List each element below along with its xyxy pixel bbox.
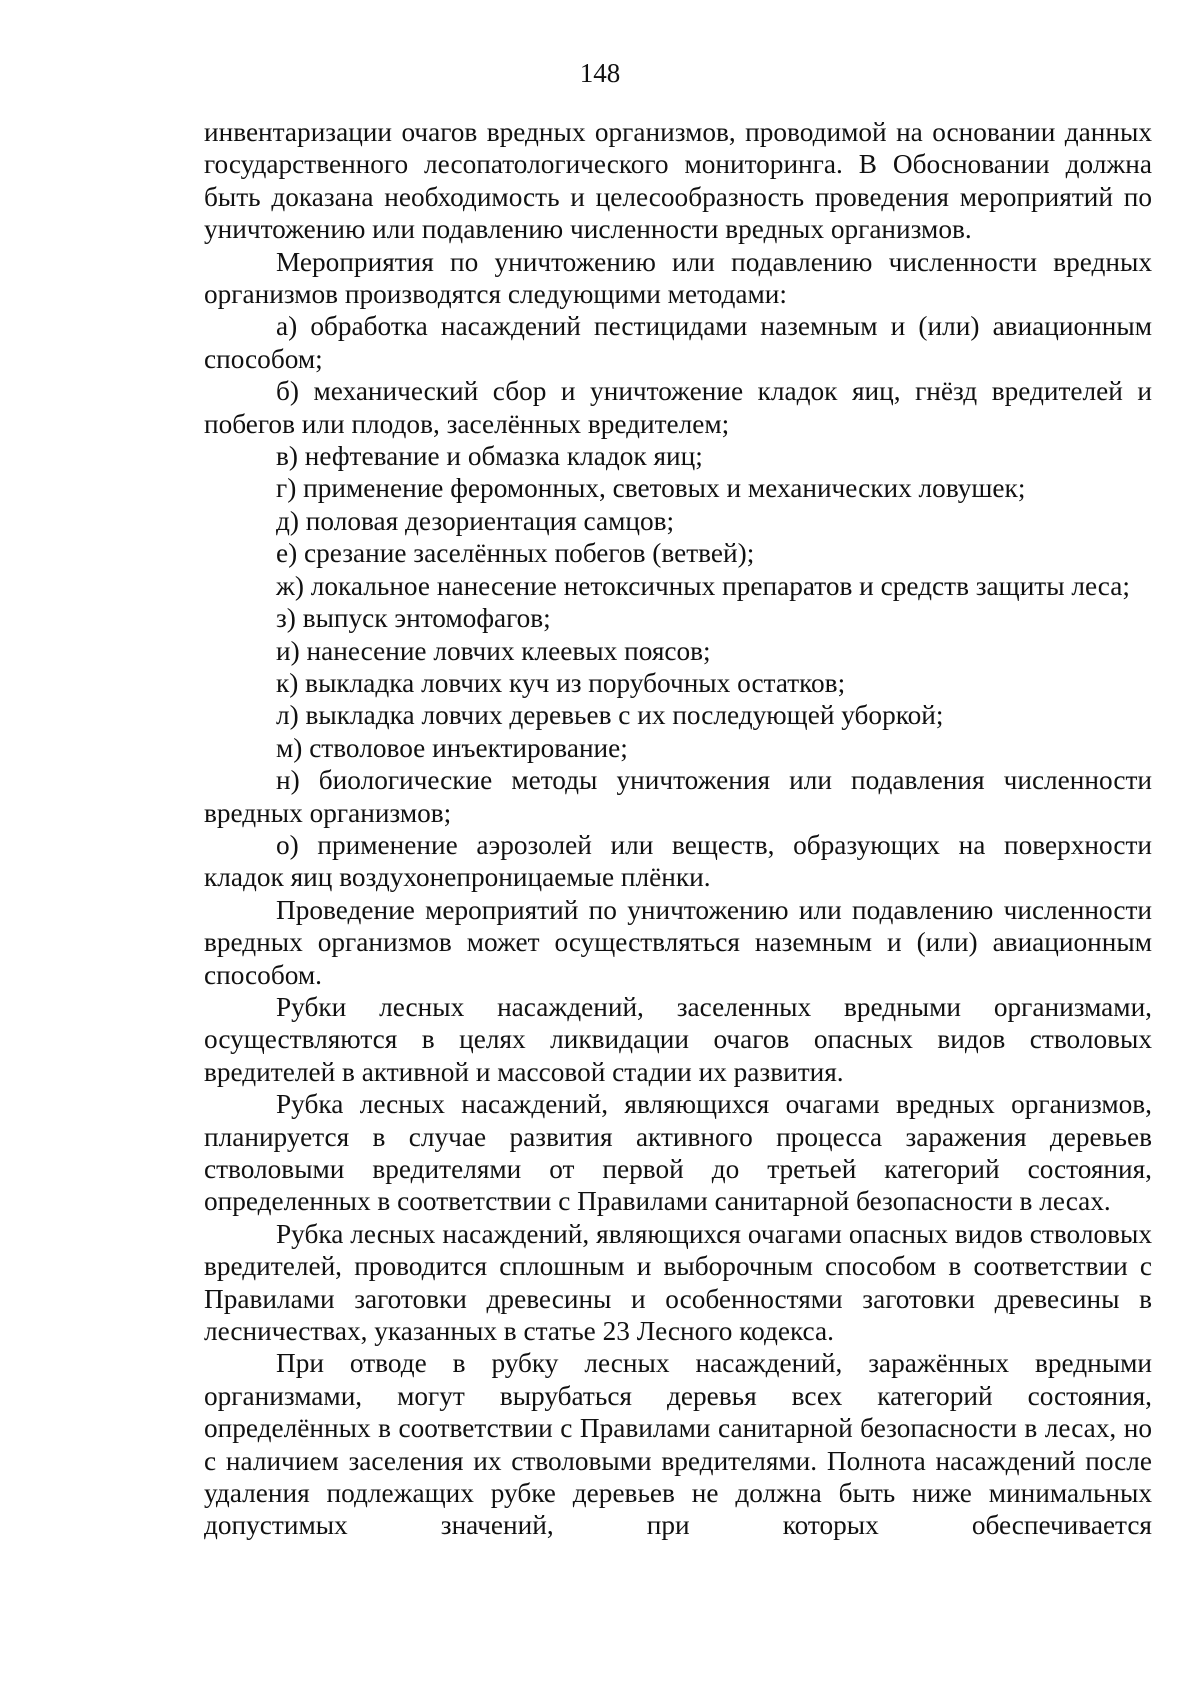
list-item-o: о) применение аэрозолей или веществ, образующих на поверхности кладок яиц воздухонепроницаемые плёнки. bbox=[204, 829, 1152, 893]
list-item-v: в) нефтевание и обмазка кладок яиц; bbox=[276, 441, 703, 472]
paragraph-application-methods: Проведение мероприятий по уничтожению или подавлению численности вредных организмов может осуществляться наземным и (или) авиационным способом. bbox=[204, 894, 1152, 990]
list-item-m: м) стволовое инъектирование; bbox=[276, 732, 628, 763]
list-item-e: е) срезание заселённых побегов (ветвей); bbox=[276, 538, 755, 569]
paragraph-felling-allotment: При отводе в рубку лесных насаждений, заражённых вредными организмами, могут вырубаться деревья всех категорий состояния, определённых в соответствии с Правилами санитарной безопасности в лесах, но с наличием заселения их стволовыми вредителями. Полнота насаждений после удаления подлежащих рубке деревьев не должна быть ниже минимальных допустимых значений, при которых обеспечивается bbox=[204, 1348, 1152, 1541]
document-body bbox=[204, 116, 1152, 1542]
list-item-zh: ж) локальное нанесение нетоксичных препаратов и средств защиты леса; bbox=[276, 570, 1130, 601]
list-item-g: г) применение феромонных, световых и механических ловушек; bbox=[276, 473, 1026, 504]
paragraph-felling-method: Рубка лесных насаждений, являющихся очагами опасных видов стволовых вредителей, проводится сплошным и выборочным способом в соответствии с Правилами заготовки древесины и особенностями заготовки древесины в лесничествах, указанных в статье 23 Лесного кодекса. bbox=[204, 1218, 1152, 1347]
list-item-k: к) выкладка ловчих куч из порубочных остатков; bbox=[276, 667, 846, 698]
list-item-i: и) нанесение ловчих клеевых поясов; bbox=[276, 635, 711, 666]
list-item-b: б) механический сбор и уничтожение кладок яиц, гнёзд вредителей и побегов или плодов, заселённых вредителем; bbox=[204, 376, 1152, 439]
paragraph-felling-purpose: Рубки лесных насаждений, заселенных вредными организмами, осуществляются в целях ликвидации очагов опасных видов стволовых вредителей в активной и массовой стадии их развития. bbox=[204, 991, 1152, 1087]
paragraph-felling-planning: Рубка лесных насаждений, являющихся очагами вредных организмов, планируется в случае развития активного процесса заражения деревьев стволовыми вредителями от первой до третьей категорий состояния, определенных в соответствии с Правилами санитарной безопасности в лесах. bbox=[204, 1089, 1152, 1217]
list-item-n: н) биологические методы уничтожения или подавления численности вредных организмов; bbox=[204, 765, 1152, 828]
list-item-d: д) половая дезориентация самцов; bbox=[276, 505, 675, 536]
list-item-l: л) выкладка ловчих деревьев с их последующей уборкой; bbox=[276, 700, 944, 731]
list-item-z: з) выпуск энтомофагов; bbox=[276, 603, 551, 634]
paragraph-continuation: инвентаризации очагов вредных организмов, проводимой на основании данных государственного лесопатологического мониторинга. В Обосновании должна быть доказана необходимость и целесообразность проведения мероприятий по уничтожению или подавлению численности вредных организмов. bbox=[204, 117, 1152, 245]
list-item-a: а) обработка насаждений пестицидами наземным и (или) авиационным способом; bbox=[204, 311, 1152, 374]
paragraph-methods-intro: Мероприятия по уничтожению или подавлению численности вредных организмов производятся следующими методами: bbox=[204, 246, 1152, 310]
page-number: 148 bbox=[579, 58, 621, 88]
